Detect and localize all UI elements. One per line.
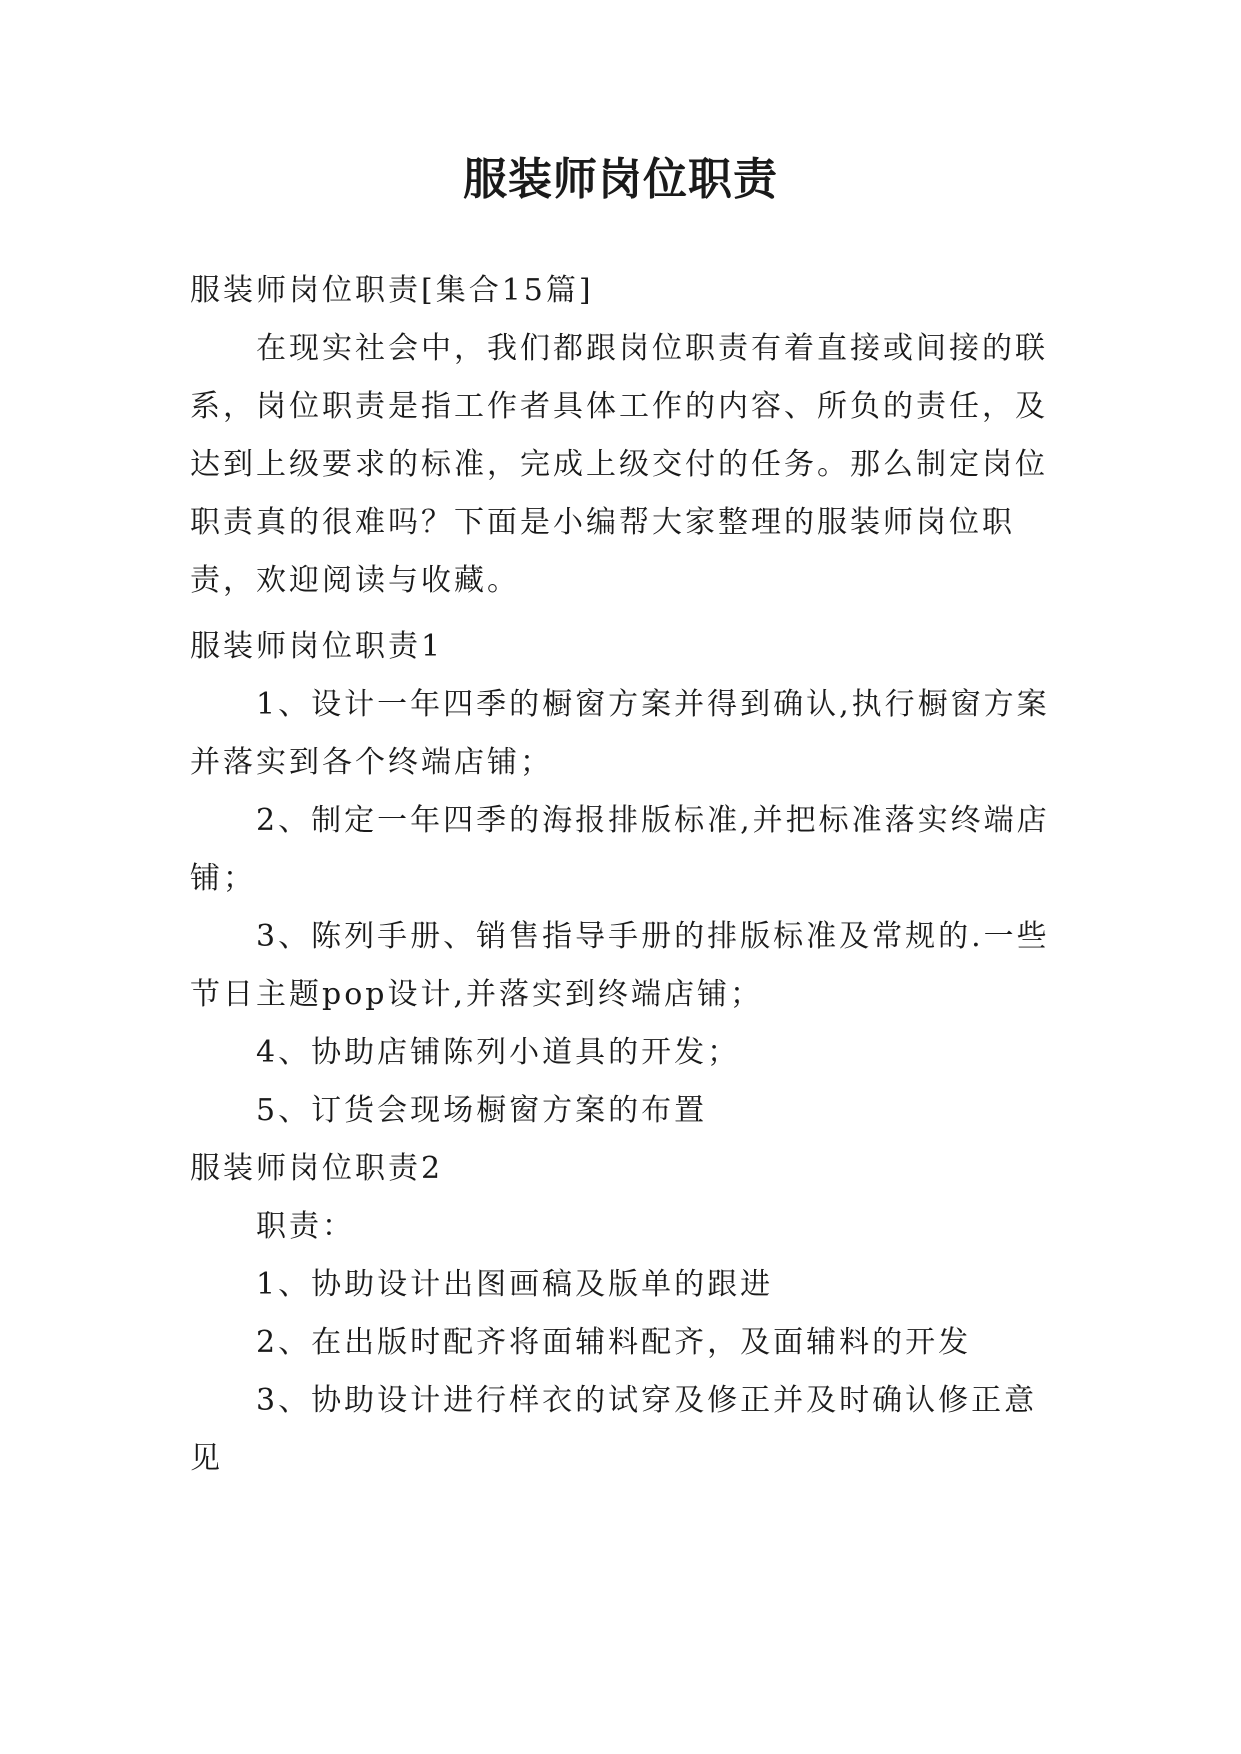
- section-1-heading: 服装师岗位职责1: [190, 629, 444, 664]
- section-2-item: 2、在出版时配齐将面辅料配齐，及面辅料的开发: [256, 1325, 972, 1360]
- section-1-item: 1、设计一年四季的橱窗方案并得到确认,执行橱窗方案并落实到各个终端店铺；: [190, 687, 1050, 780]
- intro-paragraph: 在现实社会中，我们都跟岗位职责有着直接或间接的联系，岗位职责是指工作者具体工作的内容、所负的责任，及达到上级要求的标准，完成上级交付的任务。那么制定岗位职责真的很难吗？下面是小编帮大家整理的服装师岗位职责，欢迎阅读与收藏。: [190, 331, 1048, 598]
- section-2-item: 3、协助设计进行样衣的试穿及修正并及时确认修正意见: [190, 1383, 1038, 1476]
- section-2-heading: 服装师岗位职责2: [190, 1151, 444, 1186]
- document-body: [190, 262, 1058, 610]
- section-1: [190, 618, 1058, 1488]
- section-1-item: 3、陈列手册、销售指导手册的排版标准及常规的.一些节日主题pop设计,并落实到终端店铺；: [190, 919, 1050, 1012]
- section-1-item: 5、订货会现场橱窗方案的布置: [256, 1093, 708, 1128]
- document-title: 服装师岗位职责: [463, 154, 778, 205]
- section-1-item: 2、制定一年四季的海报排版标准,并把标准落实终端店铺；: [190, 803, 1050, 896]
- section-2-item: 1、协助设计出图画稿及版单的跟进: [256, 1267, 774, 1302]
- section-2-label: 职责：: [256, 1209, 355, 1244]
- section-1-item: 4、协助店铺陈列小道具的开发；: [256, 1035, 741, 1070]
- document-subtitle: 服装师岗位职责[集合15篇]: [190, 273, 594, 308]
